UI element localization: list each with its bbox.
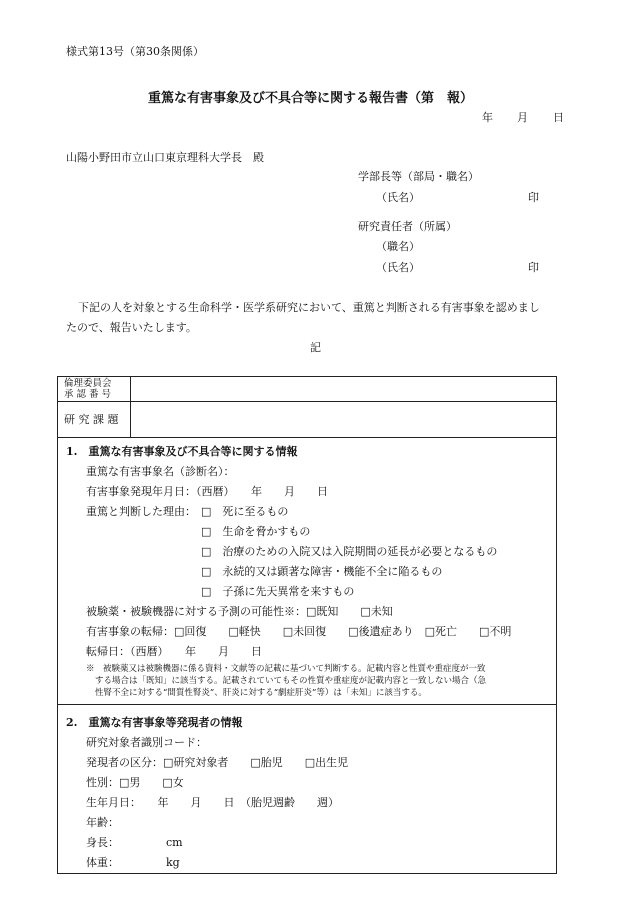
researcher-name-label: （氏名） — [376, 261, 420, 274]
reason-checkbox-death[interactable]: □ 死に至るもの — [201, 505, 289, 518]
ethics-number-value[interactable] — [136, 381, 546, 397]
reason-checkbox-hospitalization[interactable]: □ 治療のための入院又は入院期間の延長が必要となるもの — [201, 545, 498, 558]
intro-line-2: たので、報告いたします。 — [66, 321, 197, 334]
weight-unit: kg — [166, 856, 180, 869]
research-title-value[interactable] — [136, 407, 546, 431]
outcome-field[interactable]: 有害事象の転帰：□回復 □軽快 □未回復 □後遺症あり □死亡 □不明 — [86, 625, 512, 638]
note-line-1: ※ 被験薬又は被験機器に係る資料・文献等の記載に基づいて判断する。記載内容と性質や重症度が一致 — [86, 664, 486, 674]
addressee: 山陽小野田市立山口東京理科大学長 殿 — [66, 151, 264, 164]
event-name-field[interactable]: 重篤な有害事象名（診断名）： — [86, 465, 235, 478]
page-title: 重篤な有害事象及び不具合等に関する報告書（第 報） — [148, 91, 474, 106]
report-table — [57, 376, 557, 874]
note-line-2: する場合は「既知」に該当する。記載されていてもその性質や重症度が記載内容と一致しない場合（急 — [95, 676, 487, 686]
onset-date-field[interactable]: 有害事象発現年月日：（西暦） 年 月 日 — [86, 485, 328, 498]
ethics-number-label-2: 承 認 番 号 — [64, 389, 112, 400]
ethics-number-label-1: 倫理委員会 — [64, 378, 112, 389]
reason-checkbox-disability[interactable]: □ 永続的又は顕著な障害・機能不全に陥るもの — [201, 565, 443, 578]
dept-head-seal: 印 — [528, 191, 539, 204]
researcher-label: 研究責任者（所属） — [358, 220, 457, 233]
dob-field[interactable]: 生年月日： 年 月 日 （胎児週齢 週） — [86, 796, 339, 809]
researcher-seal: 印 — [528, 261, 539, 274]
reason-label: 重篤と判断した理由： — [86, 505, 196, 518]
dept-head-label: 学部長等（部局・職名） — [358, 170, 479, 183]
intro-line-1: 下記の人を対象とする生命科学・医学系研究において、重篤と判断される有害事象を認めまし — [78, 301, 540, 314]
date-day: 日 — [553, 111, 564, 124]
section2-heading: 2. 重篤な有害事象等発現者の情報 — [66, 716, 243, 729]
date-year: 年 — [482, 111, 493, 124]
row-divider — [58, 704, 556, 705]
note-line-3: 性腎不全に対する“間質性腎炎”、肝炎に対する“劇症肝炎”等）は「未知」に該当する。 — [95, 688, 427, 698]
row-divider — [58, 437, 556, 438]
researcher-title-label: （職名） — [376, 240, 420, 253]
height-label[interactable]: 身長： — [86, 836, 119, 849]
reason-checkbox-congenital[interactable]: □ 子孫に先天異常を来すもの — [201, 585, 355, 598]
dept-head-name-label: （氏名） — [376, 191, 420, 204]
research-title-label: 研 究 課 題 — [64, 413, 119, 426]
form-number: 様式第13号（第30条関係） — [66, 45, 204, 58]
row-divider — [58, 401, 556, 402]
subject-code-field[interactable]: 研究対象者識別コード： — [86, 736, 207, 749]
reason-checkbox-life-threatening[interactable]: □ 生命を脅かすもの — [201, 525, 311, 538]
weight-label[interactable]: 体重： — [86, 856, 119, 869]
outcome-date-field[interactable]: 転帰日：（西暦） 年 月 日 — [86, 645, 262, 658]
column-divider — [130, 377, 131, 437]
height-unit: cm — [166, 836, 183, 849]
ki-heading: 記 — [310, 341, 321, 354]
sex-field[interactable]: 性別：□男 □女 — [86, 776, 184, 789]
date-month: 月 — [517, 111, 528, 124]
discoverer-field[interactable]: 発現者の区分：□研究対象者 □胎児 □出生児 — [86, 756, 349, 769]
age-field[interactable]: 年齢： — [86, 816, 119, 829]
section1-heading: 1. 重篤な有害事象及び不具合等に関する情報 — [66, 445, 298, 458]
predictability-field[interactable]: 被験薬・被験機器に対する予測の可能性※：□既知 □未知 — [86, 605, 393, 618]
